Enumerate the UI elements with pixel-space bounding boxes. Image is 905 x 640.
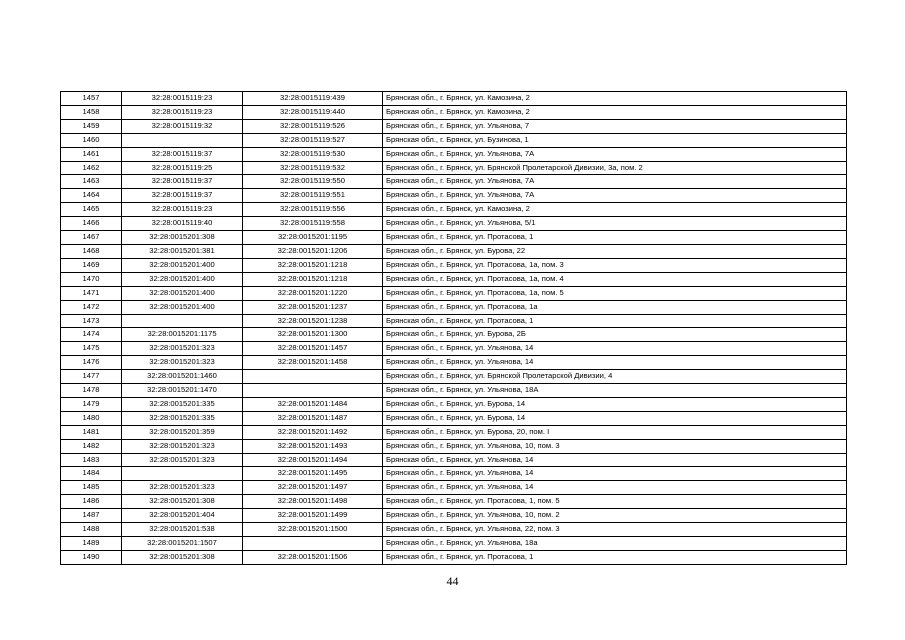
table-row [61,314,847,328]
table-row [61,425,847,439]
cadastral-number-cell: 32:28:0015119:440 [243,105,383,119]
document-page [60,91,846,565]
cadastral-number-cell: 32:28:0015201:1493 [243,439,383,453]
address-cell: Брянская обл., г. Брянск, ул. Ульянова, 10, пом. 2 [383,509,847,523]
row-number-cell: 1474 [61,328,122,342]
table-row [61,300,847,314]
cadastral-number-cell [243,384,383,398]
cadastral-number-cell: 32:28:0015201:1195 [243,231,383,245]
address-cell: Брянская обл., г. Брянск, ул. Брянской Пролетарской Дивизии, 3а, пом. 2 [383,161,847,175]
cadastral-number-cell: 32:28:0015119:439 [243,92,383,106]
table-row [61,92,847,106]
address-cell: Брянская обл., г. Брянск, ул. Протасова, 1а, пом. 3 [383,258,847,272]
row-number-cell: 1463 [61,175,122,189]
cadastral-number-cell: 32:28:0015201:1457 [243,342,383,356]
table-row [61,189,847,203]
address-cell: Брянская обл., г. Брянск, ул. Бурова, 2Б [383,328,847,342]
cadastral-number-cell [243,537,383,551]
cadastral-number-cell: 32:28:0015201:1506 [243,550,383,564]
address-cell: Брянская обл., г. Брянск, ул. Камозина, 2 [383,105,847,119]
parent-cadastral-cell: 32:28:0015201:323 [122,481,243,495]
page-number: 44 [446,574,459,588]
parent-cadastral-cell: 32:28:0015201:308 [122,495,243,509]
cadastral-number-cell: 32:28:0015119:556 [243,203,383,217]
address-cell: Брянская обл., г. Брянск, ул. Камозина, 2 [383,92,847,106]
address-cell: Брянская обл., г. Брянск, ул. Протасова, 1а, пом. 4 [383,272,847,286]
parent-cadastral-cell: 32:28:0015119:40 [122,217,243,231]
cadastral-number-cell: 32:28:0015201:1499 [243,509,383,523]
row-number-cell: 1458 [61,105,122,119]
parent-cadastral-cell: 32:28:0015201:323 [122,356,243,370]
parent-cadastral-cell: 32:28:0015201:1175 [122,328,243,342]
table-body [61,92,847,565]
table-row [61,384,847,398]
address-cell: Брянская обл., г. Брянск, ул. Протасова, 1а, пом. 5 [383,286,847,300]
row-number-cell: 1467 [61,231,122,245]
table-row [61,537,847,551]
cadastral-number-cell: 32:28:0015119:558 [243,217,383,231]
address-cell: Брянская обл., г. Брянск, ул. Бурова, 14 [383,397,847,411]
cadastral-number-cell: 32:28:0015201:1484 [243,397,383,411]
address-cell: Брянская обл., г. Брянск, ул. Протасова, 1, пом. 5 [383,495,847,509]
cadastral-number-cell: 32:28:0015201:1458 [243,356,383,370]
address-cell: Брянская обл., г. Брянск, ул. Бурова, 20, пом. I [383,425,847,439]
address-cell: Брянская обл., г. Брянск, ул. Бузинова, 1 [383,133,847,147]
table-row [61,356,847,370]
address-cell: Брянская обл., г. Брянск, ул. Ульянова, 14 [383,342,847,356]
table-row [61,286,847,300]
parent-cadastral-cell: 32:28:0015201:400 [122,258,243,272]
row-number-cell: 1489 [61,537,122,551]
row-number-cell: 1483 [61,453,122,467]
parent-cadastral-cell: 32:28:0015201:323 [122,439,243,453]
address-cell: Брянская обл., г. Брянск, ул. Протасова, 1 [383,231,847,245]
table-row [61,411,847,425]
table-row [61,217,847,231]
cadastral-number-cell: 32:28:0015201:1218 [243,258,383,272]
row-number-cell: 1460 [61,133,122,147]
parent-cadastral-cell: 32:28:0015201:538 [122,523,243,537]
table-row [61,328,847,342]
address-cell: Брянская обл., г. Брянск, ул. Ульянова, 18а [383,537,847,551]
table-row [61,342,847,356]
address-cell: Брянская обл., г. Брянск, ул. Камозина, 2 [383,203,847,217]
row-number-cell: 1481 [61,425,122,439]
table-row [61,272,847,286]
row-number-cell: 1461 [61,147,122,161]
row-number-cell: 1486 [61,495,122,509]
table-row [61,453,847,467]
cadastral-number-cell: 32:28:0015201:1498 [243,495,383,509]
parent-cadastral-cell: 32:28:0015119:37 [122,175,243,189]
row-number-cell: 1466 [61,217,122,231]
cadastral-number-cell: 32:28:0015201:1500 [243,523,383,537]
table-row [61,244,847,258]
parent-cadastral-cell: 32:28:0015201:400 [122,272,243,286]
address-cell: Брянская обл., г. Брянск, ул. Ульянова, 7А [383,147,847,161]
parent-cadastral-cell: 32:28:0015119:23 [122,105,243,119]
table-row [61,397,847,411]
cadastral-number-cell: 32:28:0015119:530 [243,147,383,161]
cadastral-number-cell: 32:28:0015201:1487 [243,411,383,425]
row-number-cell: 1470 [61,272,122,286]
table-row [61,509,847,523]
address-cell: Брянская обл., г. Брянск, ул. Ульянова, 22, пом. 3 [383,523,847,537]
table-row [61,147,847,161]
parent-cadastral-cell: 32:28:0015119:23 [122,92,243,106]
parent-cadastral-cell: 32:28:0015201:335 [122,397,243,411]
row-number-cell: 1484 [61,467,122,481]
row-number-cell: 1471 [61,286,122,300]
address-cell: Брянская обл., г. Брянск, ул. Протасова, 1 [383,550,847,564]
cadastral-number-cell: 32:28:0015201:1495 [243,467,383,481]
parent-cadastral-cell: 32:28:0015201:335 [122,411,243,425]
table-row [61,161,847,175]
row-number-cell: 1482 [61,439,122,453]
row-number-cell: 1490 [61,550,122,564]
address-cell: Брянская обл., г. Брянск, ул. Ульянова, 7А [383,175,847,189]
parent-cadastral-cell: 32:28:0015201:381 [122,244,243,258]
row-number-cell: 1464 [61,189,122,203]
parent-cadastral-cell [122,314,243,328]
address-cell: Брянская обл., г. Брянск, ул. Ульянова, 7А [383,189,847,203]
cadastral-number-cell: 32:28:0015201:1220 [243,286,383,300]
row-number-cell: 1476 [61,356,122,370]
parent-cadastral-cell: 32:28:0015201:323 [122,342,243,356]
cadastral-number-cell: 32:28:0015119:532 [243,161,383,175]
row-number-cell: 1480 [61,411,122,425]
address-cell: Брянская обл., г. Брянск, ул. Ульянова, 18А [383,384,847,398]
parent-cadastral-cell: 32:28:0015201:400 [122,300,243,314]
address-cell: Брянская обл., г. Брянск, ул. Бурова, 22 [383,244,847,258]
row-number-cell: 1462 [61,161,122,175]
row-number-cell: 1485 [61,481,122,495]
cadastral-number-cell: 32:28:0015201:1237 [243,300,383,314]
row-number-cell: 1468 [61,244,122,258]
row-number-cell: 1459 [61,119,122,133]
row-number-cell: 1469 [61,258,122,272]
table-row [61,370,847,384]
cadastral-number-cell: 32:28:0015201:1238 [243,314,383,328]
cadastral-number-cell: 32:28:0015201:1494 [243,453,383,467]
table-row [61,175,847,189]
cadastral-number-cell: 32:28:0015201:1300 [243,328,383,342]
table-row [61,495,847,509]
row-number-cell: 1487 [61,509,122,523]
table-row [61,481,847,495]
parent-cadastral-cell: 32:28:0015201:1460 [122,370,243,384]
parent-cadastral-cell: 32:28:0015201:400 [122,286,243,300]
table-row [61,439,847,453]
table-row [61,105,847,119]
cadastral-number-cell: 32:28:0015119:526 [243,119,383,133]
cadastral-number-cell: 32:28:0015201:1497 [243,481,383,495]
table-row [61,550,847,564]
row-number-cell: 1457 [61,92,122,106]
parent-cadastral-cell: 32:28:0015201:404 [122,509,243,523]
cadastral-number-cell: 32:28:0015119:551 [243,189,383,203]
parent-cadastral-cell [122,467,243,481]
table-row [61,467,847,481]
address-cell: Брянская обл., г. Брянск, ул. Протасова, 1а [383,300,847,314]
table-row [61,203,847,217]
cadastral-number-cell: 32:28:0015201:1206 [243,244,383,258]
row-number-cell: 1488 [61,523,122,537]
address-cell: Брянская обл., г. Брянск, ул. Ульянова, 14 [383,356,847,370]
parent-cadastral-cell: 32:28:0015119:37 [122,189,243,203]
cadastral-number-cell: 32:28:0015119:527 [243,133,383,147]
address-cell: Брянская обл., г. Брянск, ул. Ульянова, 14 [383,467,847,481]
table-row [61,258,847,272]
cadastral-number-cell: 32:28:0015119:550 [243,175,383,189]
parent-cadastral-cell: 32:28:0015201:359 [122,425,243,439]
address-cell: Брянская обл., г. Брянск, ул. Ульянова, 10, пом. 3 [383,439,847,453]
parent-cadastral-cell: 32:28:0015201:323 [122,453,243,467]
row-number-cell: 1478 [61,384,122,398]
cadastral-table [60,91,847,565]
row-number-cell: 1475 [61,342,122,356]
table-row [61,119,847,133]
parent-cadastral-cell: 32:28:0015201:308 [122,231,243,245]
row-number-cell: 1477 [61,370,122,384]
cadastral-number-cell: 32:28:0015201:1492 [243,425,383,439]
parent-cadastral-cell: 32:28:0015119:37 [122,147,243,161]
parent-cadastral-cell: 32:28:0015201:1507 [122,537,243,551]
parent-cadastral-cell: 32:28:0015119:32 [122,119,243,133]
parent-cadastral-cell: 32:28:0015201:308 [122,550,243,564]
address-cell: Брянская обл., г. Брянск, ул. Ульянова, 7 [383,119,847,133]
address-cell: Брянская обл., г. Брянск, ул. Протасова, 1 [383,314,847,328]
parent-cadastral-cell: 32:28:0015201:1470 [122,384,243,398]
row-number-cell: 1465 [61,203,122,217]
row-number-cell: 1472 [61,300,122,314]
address-cell: Брянская обл., г. Брянск, ул. Ульянова, 5/1 [383,217,847,231]
parent-cadastral-cell: 32:28:0015119:25 [122,161,243,175]
row-number-cell: 1479 [61,397,122,411]
address-cell: Брянская обл., г. Брянск, ул. Бурова, 14 [383,411,847,425]
address-cell: Брянская обл., г. Брянск, ул. Брянской Пролетарской Дивизии, 4 [383,370,847,384]
cadastral-number-cell: 32:28:0015201:1218 [243,272,383,286]
parent-cadastral-cell: 32:28:0015119:23 [122,203,243,217]
address-cell: Брянская обл., г. Брянск, ул. Ульянова, 14 [383,481,847,495]
address-cell: Брянская обл., г. Брянск, ул. Ульянова, 14 [383,453,847,467]
table-row [61,133,847,147]
table-row [61,523,847,537]
cadastral-number-cell [243,370,383,384]
parent-cadastral-cell [122,133,243,147]
row-number-cell: 1473 [61,314,122,328]
table-row [61,231,847,245]
